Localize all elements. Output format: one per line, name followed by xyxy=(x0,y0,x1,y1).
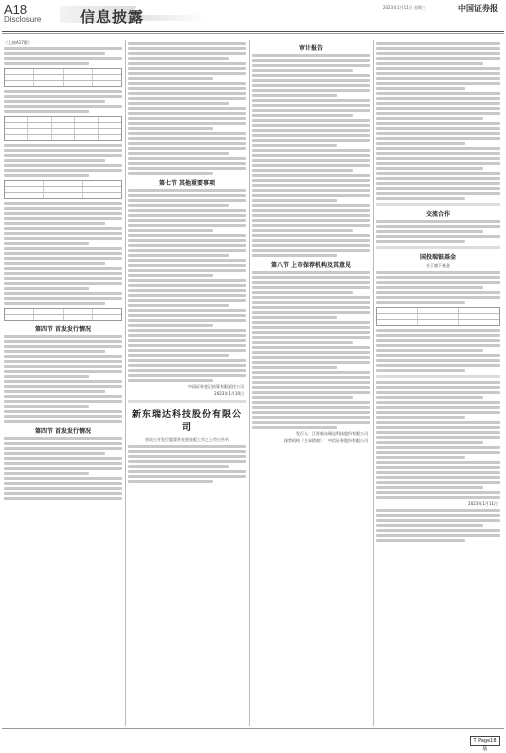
page-header xyxy=(0,0,506,30)
section-heading: 审计报告 xyxy=(298,45,323,52)
notice-heading: 交流合作 xyxy=(425,211,450,218)
table-block xyxy=(4,180,122,199)
column-divider xyxy=(249,40,250,726)
divider-bar xyxy=(376,375,500,378)
table-block xyxy=(4,68,122,87)
announcement-subtitle: 首次公开发行股票并在创业板上市之上市公告书 xyxy=(145,437,229,442)
table-block xyxy=(4,308,122,321)
column-right xyxy=(376,40,500,726)
column-divider xyxy=(373,40,374,726)
header-rule-thin xyxy=(2,33,504,34)
newspaper-masthead: 中国证券报 xyxy=(458,3,498,13)
column-divider xyxy=(125,40,126,726)
table-block xyxy=(4,116,122,141)
announcement-title: 新东瑞达科技股份有限公司 xyxy=(131,410,242,433)
signature-org: 中国证券登记结算有限责任公司 xyxy=(188,384,244,389)
header-rule xyxy=(2,31,504,32)
table-block xyxy=(376,307,500,326)
notice-subheading: 关于旗下基金 xyxy=(426,263,450,268)
page-number: A18 xyxy=(4,2,28,17)
section-heading: 第四节 首发发行情况 xyxy=(34,428,92,435)
issue-date: 2023年1月11日 星期三 xyxy=(382,5,426,10)
page-footer-badge: T Page18版 xyxy=(470,736,500,746)
sponsor-signature: 保荐机构（主承销商）：中信证券股份有限公司 xyxy=(284,438,368,443)
column-center-left xyxy=(128,40,246,726)
column-center-right xyxy=(252,40,370,726)
section-name-en: Disclosure xyxy=(4,15,42,24)
section-heading: 第七节 其他重要事项 xyxy=(158,180,216,187)
section-heading: 第四节 首发发行情况 xyxy=(34,326,92,333)
issuer-signature: 发行人：江苏新东瑞达科技股份有限公司 xyxy=(296,431,368,436)
notice-date: 2023年1月11日 xyxy=(468,501,498,506)
continued-from-label: （上接A17版） xyxy=(4,40,32,45)
divider-bar xyxy=(376,246,500,249)
signature-date: 2023年1月10日 xyxy=(214,391,244,396)
footer-rule xyxy=(2,728,504,729)
divider-bar xyxy=(376,203,500,206)
section-heading: 第八节 上市保荐机构及其意见 xyxy=(270,262,352,269)
column-left xyxy=(4,40,122,726)
divider-bar xyxy=(128,400,246,403)
section-name-cn: 信息披露 xyxy=(80,8,145,26)
notice-heading: 国投瑞银基金 xyxy=(419,254,456,261)
